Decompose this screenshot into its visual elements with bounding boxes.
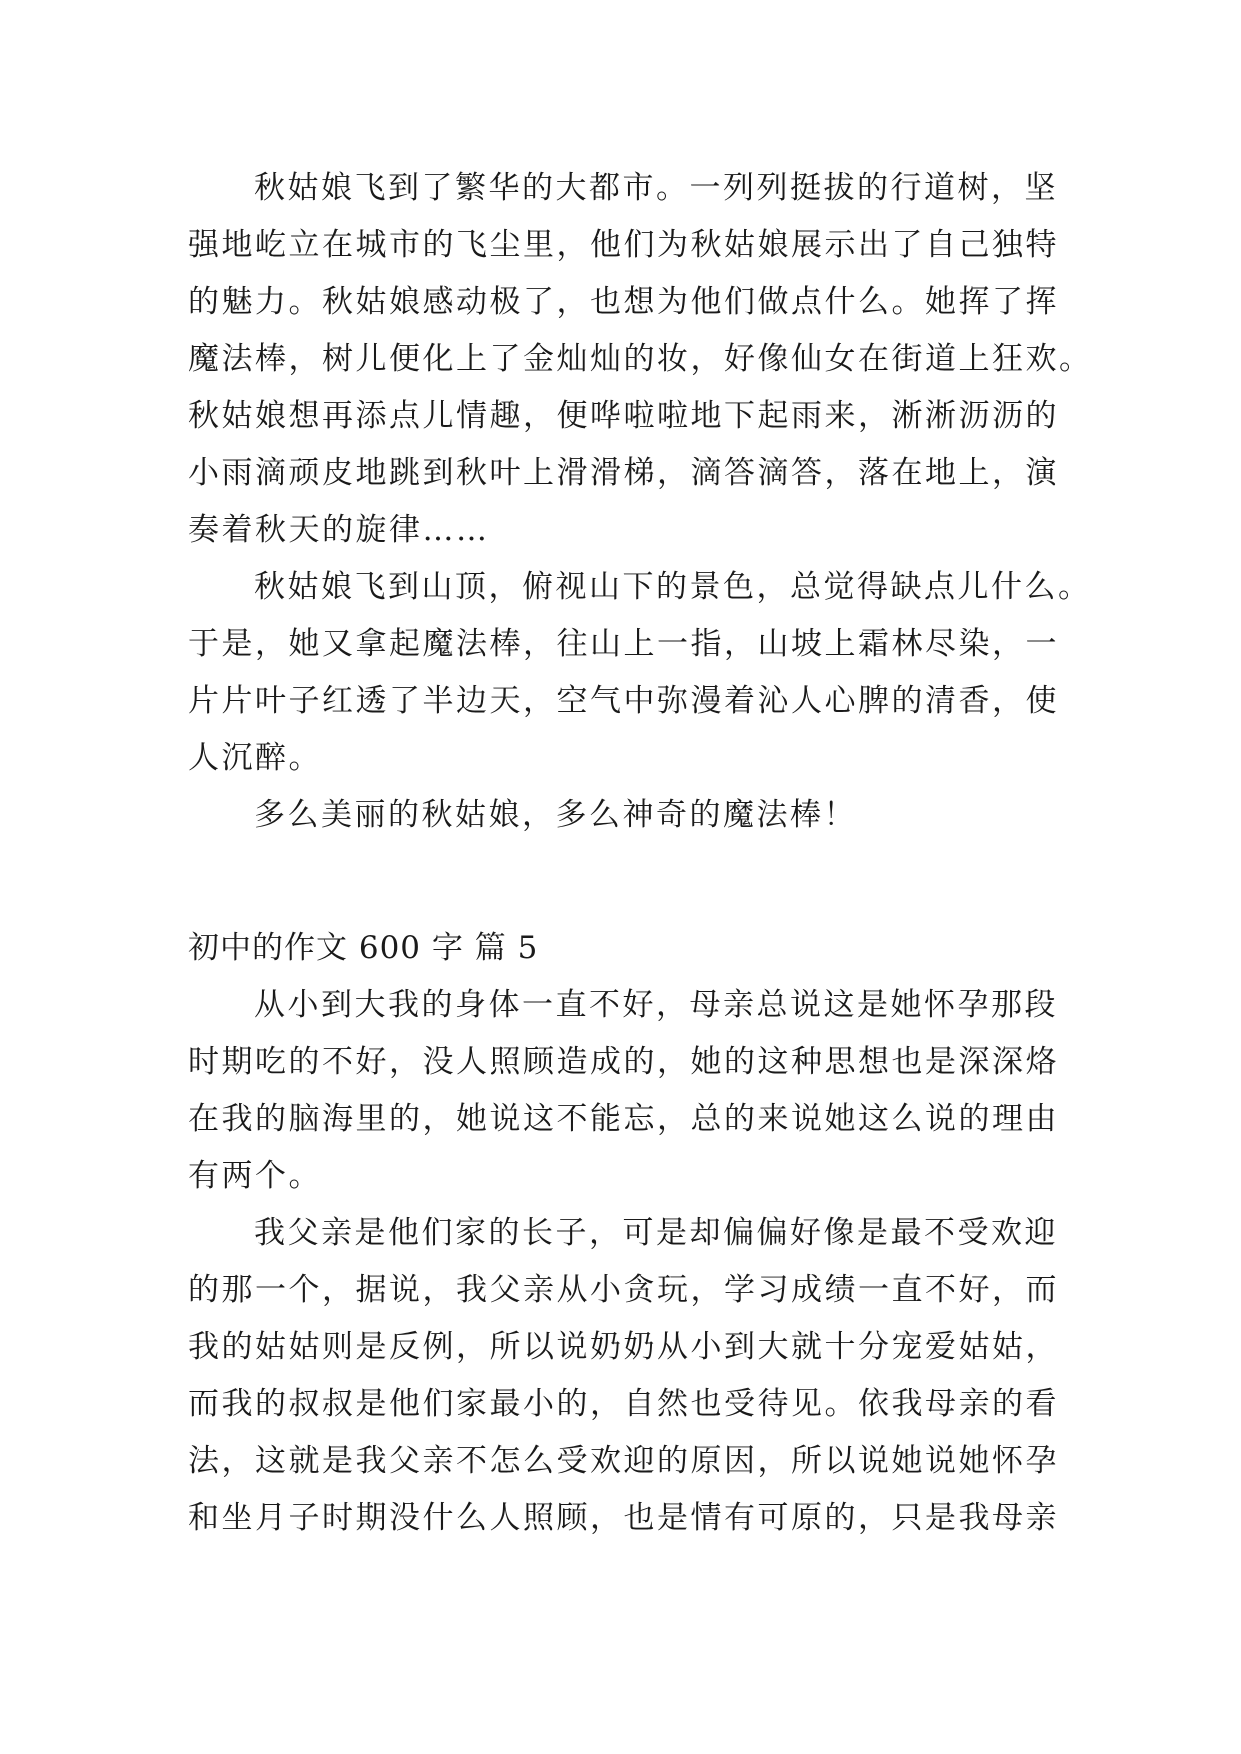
text-line: 从小到大我的身体一直不好，母亲总说这是她怀孕那段	[254, 987, 1058, 1023]
text-line: 强地屹立在城市的飞尘里，他们为秋姑娘展示出了自己独特	[188, 227, 1059, 263]
text-line: 法，这就是我父亲不怎么受欢迎的原因，所以说她说她怀孕	[188, 1443, 1059, 1479]
paragraph	[188, 787, 1048, 844]
text-line: 的那一个，据说，我父亲从小贪玩，学习成绩一直不好，而	[188, 1272, 1059, 1308]
text-line: 的魅力。秋姑娘感动极了，也想为他们做点什么。她挥了挥	[188, 284, 1059, 320]
paragraph	[188, 160, 1093, 559]
text-line: 我父亲是他们家的长子，可是却偏偏好像是最不受欢迎	[254, 1215, 1058, 1251]
text-line: 人沉醉。	[188, 740, 322, 776]
paragraph	[188, 977, 1059, 1205]
text-line: 有两个。	[188, 1158, 322, 1194]
section-heading: 初中的作文 600 字 篇 5	[188, 930, 539, 966]
text-line: 多么美丽的秋姑娘，多么神奇的魔法棒！	[254, 797, 857, 833]
text-line: 秋姑娘飞到了繁华的大都市。一列列挺拔的行道树，坚	[254, 170, 1058, 206]
text-line: 于是，她又拿起魔法棒，往山上一指，山坡上霜林尽染，一	[188, 626, 1059, 662]
text-line: 秋姑娘想再添点儿情趣，便哗啦啦地下起雨来，淅淅沥沥的	[188, 398, 1059, 434]
document-body	[188, 160, 1093, 1547]
text-line: 而我的叔叔是他们家最小的，自然也受待见。依我母亲的看	[188, 1386, 1059, 1422]
text-line: 小雨滴顽皮地跳到秋叶上滑滑梯，滴答滴答，落在地上，演	[188, 455, 1059, 491]
text-line: 秋姑娘飞到山顶，俯视山下的景色，总觉得缺点儿什么。	[254, 569, 1092, 605]
text-line: 奏着秋天的旋律……	[188, 512, 490, 548]
section-gap	[188, 844, 1048, 920]
text-line: 在我的脑海里的，她说这不能忘，总的来说她这么说的理由	[188, 1101, 1059, 1137]
text-line: 魔法棒，树儿便化上了金灿灿的妆，好像仙女在街道上狂欢。	[188, 341, 1093, 377]
text-line: 时期吃的不好，没人照顾造成的，她的这种思想也是深深烙	[188, 1044, 1059, 1080]
text-line: 和坐月子时期没什么人照顾，也是情有可原的，只是我母亲	[188, 1500, 1059, 1536]
paragraph	[188, 559, 1092, 787]
text-line: 片片叶子红透了半边天，空气中弥漫着沁人心脾的清香，使	[188, 683, 1059, 719]
paragraph	[188, 1205, 1059, 1547]
text-line: 我的姑姑则是反例，所以说奶奶从小到大就十分宠爱姑姑，	[188, 1329, 1059, 1365]
